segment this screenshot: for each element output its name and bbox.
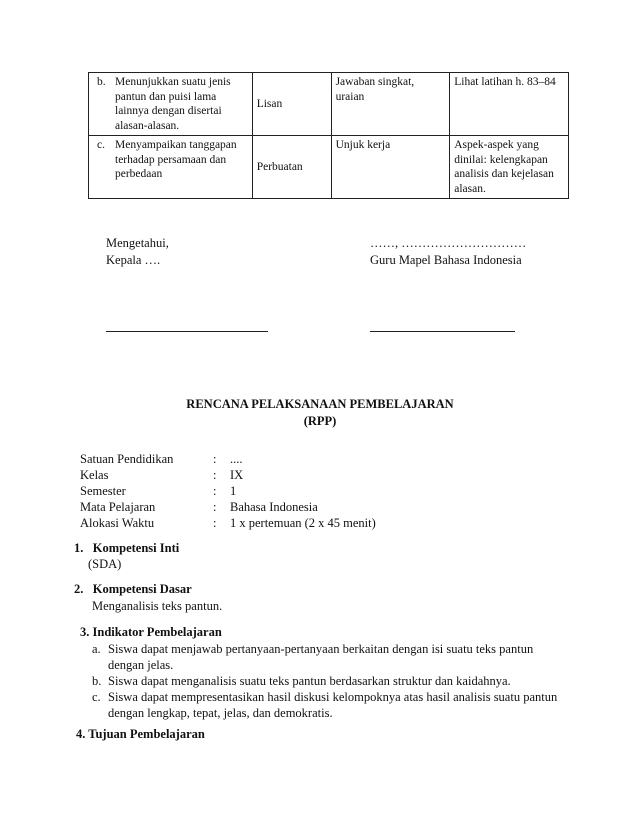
indicator-cell: [89, 73, 253, 136]
signature-right: [370, 235, 526, 269]
place-date-label: ……, …………………………: [370, 236, 527, 250]
acknowledged-label: Mengetahui,: [106, 236, 169, 250]
info-sep: :: [213, 516, 217, 530]
info-value: 1 x pertemuan (2 x 45 menit): [230, 516, 376, 530]
list-item-text-cont: dengan jelas.: [108, 658, 174, 672]
info-label: Satuan Pendidikan: [80, 452, 174, 466]
list-item-text: Siswa dapat menjawab pertanyaan-pertanyaan berkaitan dengan isi suatu teks pantun: [108, 642, 534, 656]
signature-left: [106, 235, 169, 269]
info-label: Mata Pelajaran: [80, 500, 156, 514]
list-item-letter: b.: [92, 674, 102, 688]
info-label: Kelas: [80, 468, 109, 482]
assessment-table: [88, 72, 569, 199]
form-cell: [331, 136, 450, 199]
instrument-text: Aspek-aspek yang dinilai: kelengkapan analisis dan kejelasan alasan.: [454, 139, 554, 195]
section-3-heading: 3. Indikator Pembelajaran: [80, 625, 222, 639]
info-value: ....: [230, 452, 243, 466]
signature-line-left: [106, 331, 268, 332]
list-item-letter: a.: [92, 642, 101, 656]
technique-cell: [252, 136, 331, 199]
technique-cell: [252, 73, 331, 136]
list-item-text-cont: dengan lengkap, tepat, jelas, dan demokratis.: [108, 706, 333, 720]
indicator-text: Menyampaikan tanggapan terhadap persamaan dan perbedaan: [115, 139, 237, 180]
table-row: [89, 73, 569, 136]
info-label: Alokasi Waktu: [80, 516, 155, 530]
info-sep: :: [213, 484, 217, 498]
title-line-2: (RPP): [303, 414, 337, 428]
row-letter: c.: [97, 139, 105, 151]
form-text: Jawaban singkat, uraian: [335, 76, 415, 103]
principal-label: Kepala ….: [106, 253, 161, 267]
technique-text: Lisan: [256, 97, 283, 110]
signature-line-right: [370, 331, 515, 332]
section-2-heading: 2. Kompetensi Dasar: [74, 582, 192, 596]
list-item-text: Siswa dapat mempresentasikan hasil diskusi kelompoknya atas hasil analisis suatu pantun: [108, 690, 558, 704]
table-row: [89, 136, 569, 199]
form-text: Unjuk kerja: [335, 139, 391, 151]
info-sep: :: [213, 500, 217, 514]
list-item-text: Siswa dapat menganalisis suatu teks pantun berdasarkan struktur dan kaidahnya.: [108, 674, 511, 688]
instrument-text: Lihat latihan h. 83–84: [454, 76, 556, 88]
section-4-heading: 4. Tujuan Pembelajaran: [76, 727, 205, 741]
list-item: [92, 689, 557, 721]
technique-text: Perbuatan: [256, 160, 303, 173]
teacher-label: Guru Mapel Bahasa Indonesia: [370, 253, 522, 267]
info-value: 1: [230, 484, 237, 498]
indicator-cell: [89, 136, 253, 199]
instrument-cell: [450, 136, 569, 199]
title-line-1: RENCANA PELAKSANAAN PEMBELAJARAN: [186, 397, 454, 411]
form-cell: [331, 73, 450, 136]
list-item: [92, 673, 511, 689]
section-2-text: Menganalisis teks pantun.: [92, 599, 223, 613]
row-letter: b.: [97, 76, 106, 88]
list-item-letter: c.: [92, 690, 101, 704]
section-1-heading: 1. Kompetensi Inti: [74, 541, 180, 555]
info-label: Semester: [80, 484, 126, 498]
info-sep: :: [213, 452, 217, 466]
instrument-cell: [450, 73, 569, 136]
section-1-text: (SDA): [88, 557, 122, 571]
indicator-text: Menunjukkan suatu jenis pantun dan puisi lama lainnya dengan disertai alasan-alasan.: [115, 76, 231, 132]
info-value: IX: [230, 468, 244, 482]
list-item: [92, 641, 533, 673]
info-value: Bahasa Indonesia: [230, 500, 318, 514]
info-sep: :: [213, 468, 217, 482]
page-title: [180, 396, 460, 430]
